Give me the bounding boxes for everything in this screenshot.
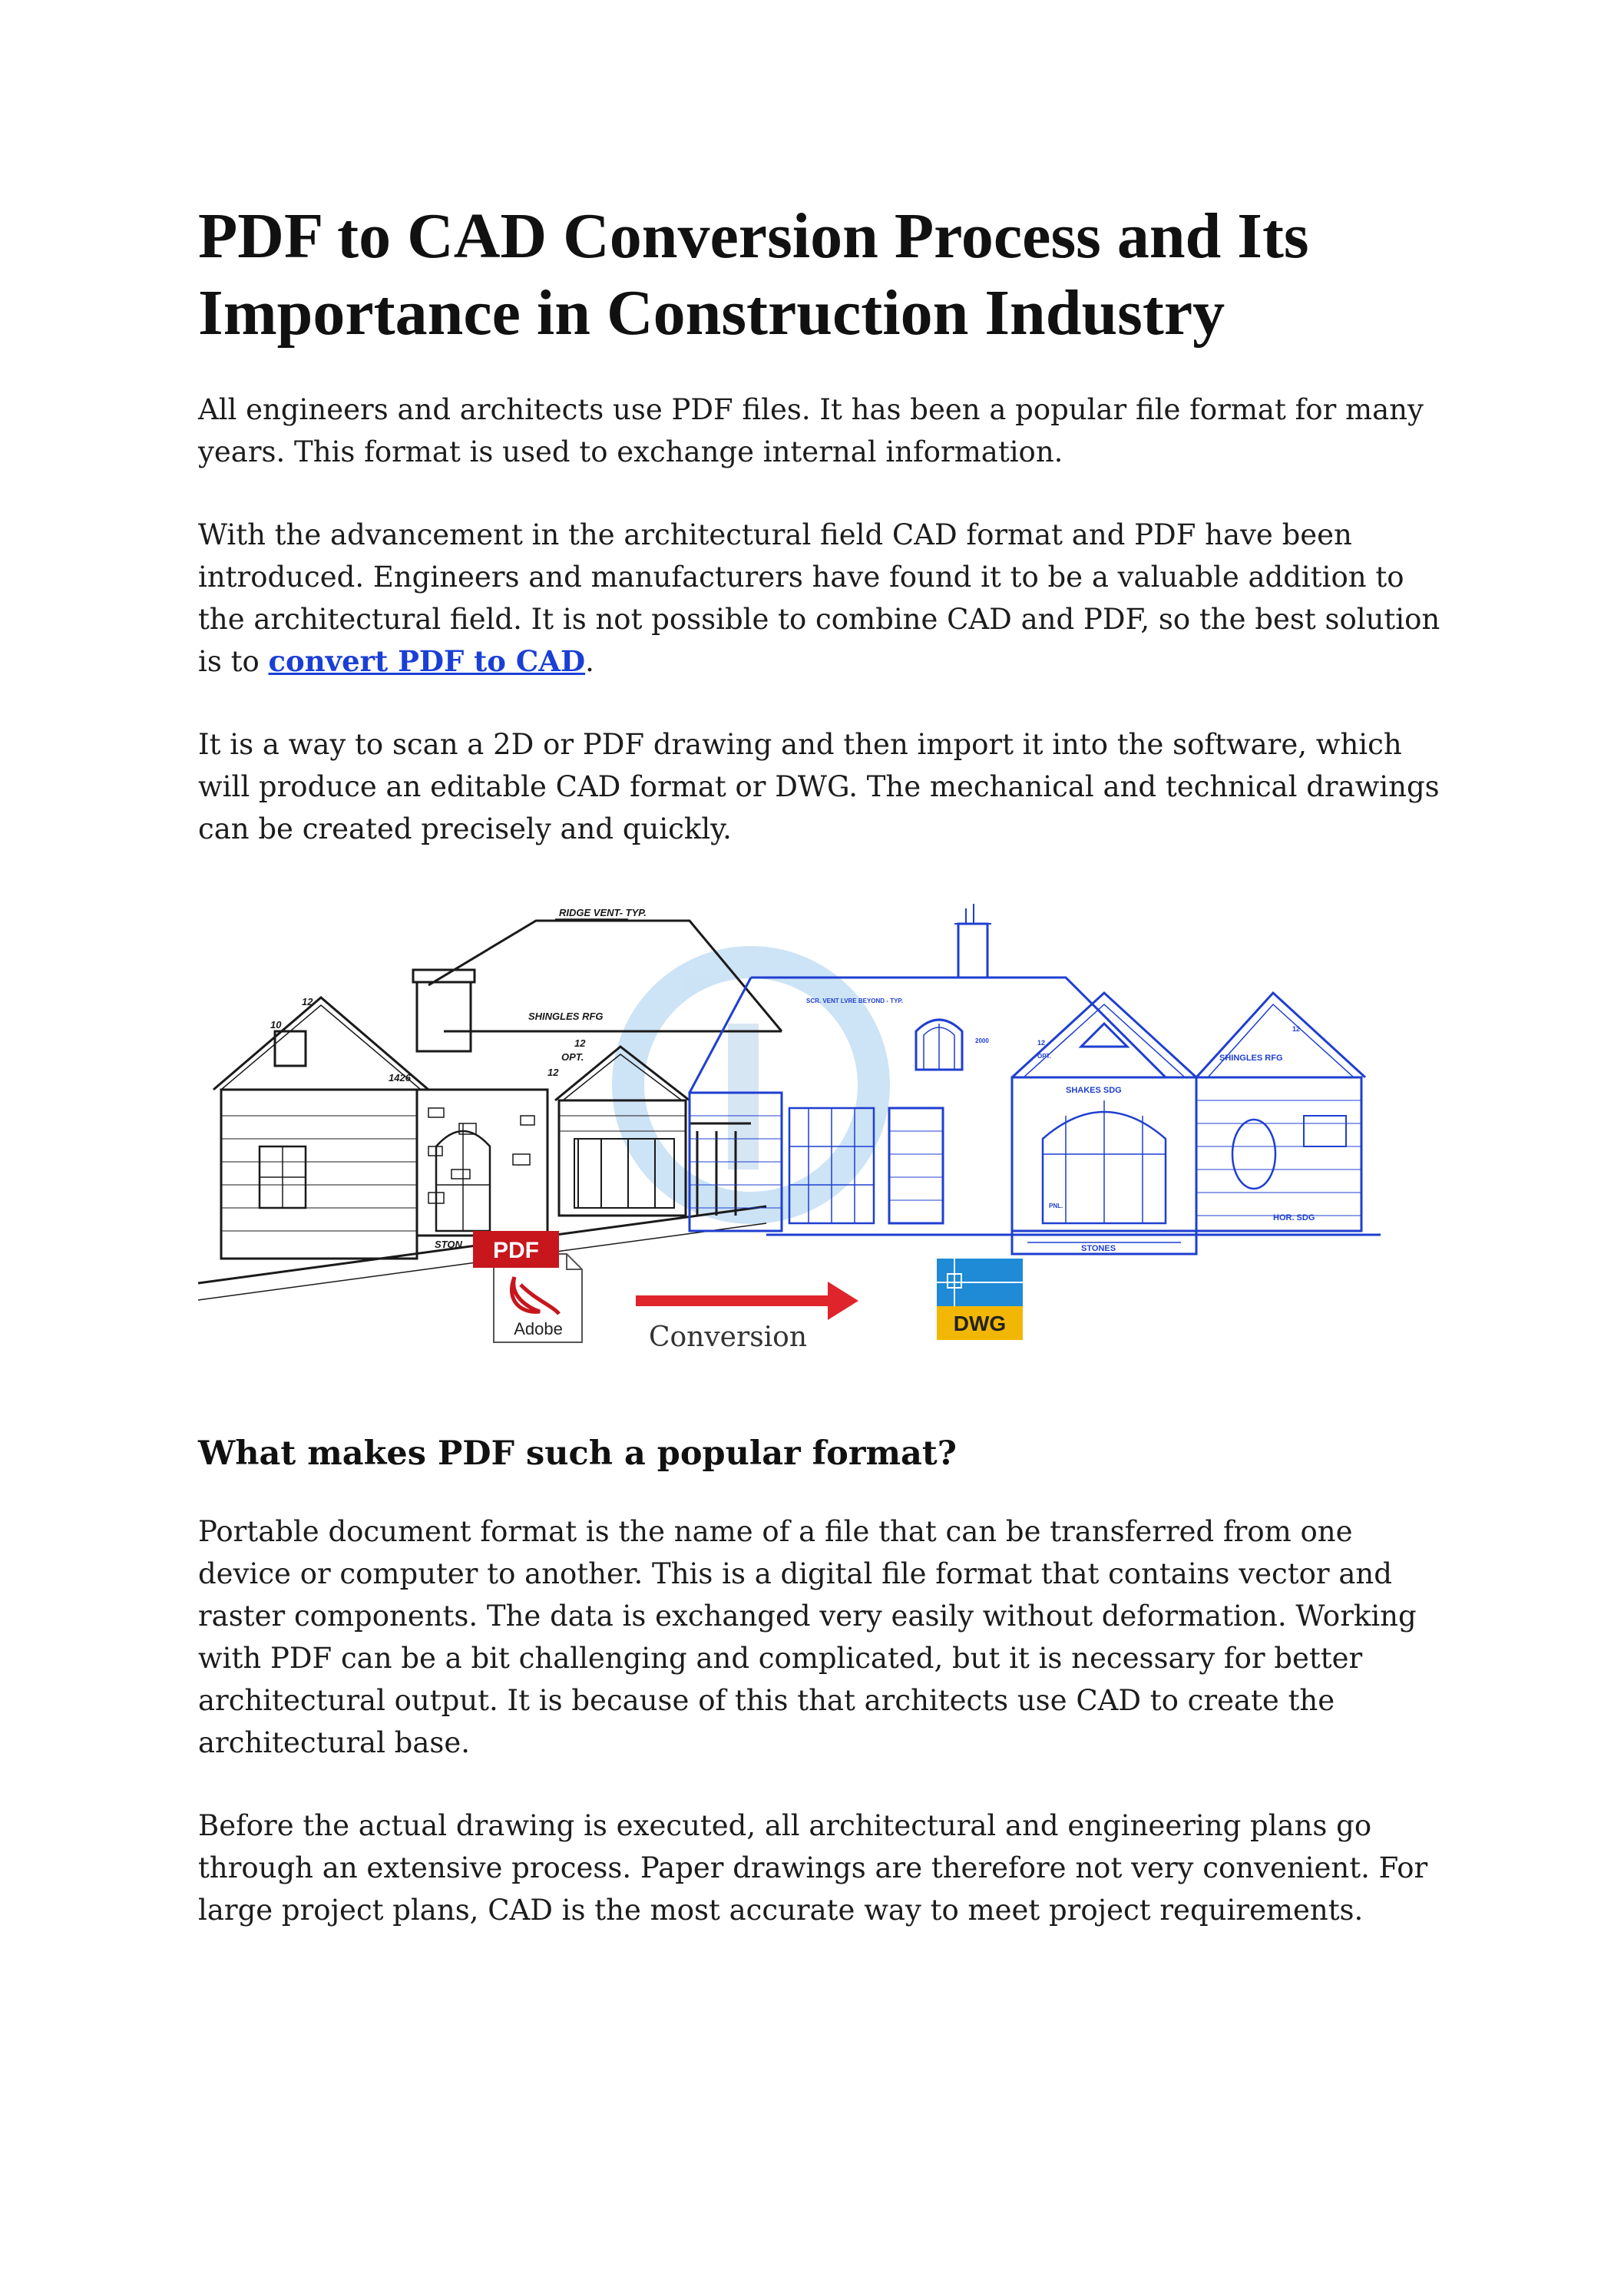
label-pitch-12-c: 12 — [547, 1067, 559, 1078]
title-line-1: PDF to CAD Conversion Process and Its — [198, 200, 1309, 272]
dwg-file-icon — [937, 1259, 1023, 1340]
label-pitch-12-b: 12 — [574, 1037, 586, 1049]
conversion-label: Conversion — [648, 1322, 808, 1353]
label-pitch-12-a: 12 — [302, 996, 313, 1007]
label-hor-sdg: HOR. SDG — [1273, 1213, 1315, 1222]
paragraph-advancement-end: . — [585, 645, 594, 678]
conversion-arrow — [636, 1282, 858, 1353]
section-heading: What makes PDF such a popular format? — [198, 1434, 957, 1473]
paragraph-advancement — [198, 514, 1442, 683]
label-pitch-10: 10 — [270, 1019, 282, 1031]
label-shakes: SHAKES SDG — [1066, 1086, 1122, 1095]
label-shingles-right: SHINGLES RFG — [1219, 1054, 1283, 1063]
label-stone-left: STON — [435, 1239, 462, 1250]
label-pitch-12-e: 12 — [1292, 1025, 1301, 1033]
convert-pdf-to-cad-link[interactable]: convert PDF to CAD — [268, 644, 586, 678]
pdf-to-dwg-conversion-illustration — [198, 893, 1381, 1361]
label-scr-vent: SCR. VENT LVRE BEYOND - TYP. — [806, 997, 903, 1004]
paragraph-cad-requirements: Before the actual drawing is executed, all architectural and engineering plans go through an extensive process. Paper drawings are therefore not very convenient. For large project plans, CAD is the most accurate way to meet project requirements. — [198, 1809, 1428, 1927]
label-pnl: PNL. — [1049, 1203, 1063, 1209]
conversion-illustration-svg — [198, 893, 1381, 1361]
label-stones: STONES — [1081, 1244, 1116, 1253]
label-2000: 2000 — [975, 1037, 989, 1044]
label-opt-right: OPT. — [1037, 1053, 1051, 1060]
label-opt: OPT. — [561, 1051, 584, 1063]
article-body — [198, 198, 1442, 1972]
label-pitch-12-d: 12 — [1037, 1039, 1046, 1047]
paragraph-process: It is a way to scan a 2D or PDF drawing and then import it into the software, which will produce an editable CAD format or DWG. The mechanical and technical drawings can be created precisely and quickly. — [198, 728, 1440, 845]
paragraph-intro: All engineers and architects use PDF files. It has been a popular file format for many years. This format is used to exchange internal information. — [198, 393, 1424, 468]
label-ridge-vent: RIDGE VENT- TYP. — [559, 907, 647, 918]
label-shingles-left: SHINGLES RFG — [528, 1011, 604, 1022]
pdf-badge-label: PDF — [493, 1238, 539, 1263]
page-title — [198, 198, 1442, 352]
paragraph-advancement-text: With the advancement in the architectural field CAD format and PDF have been introduced. Engineers and manufacturers have found it to be a valuable addition to the architectural field. It is not possible to combine CAD and PDF, so the best solution is to — [198, 518, 1440, 678]
paragraph-pdf-format: Portable document format is the name of a file that can be transferred from one device or computer to another. This is a digital file format that contains vector and raster components. The data is exchanged very easily without deformation. Working with PDF can be a bit challenging and complicated, but it is necessary for better architectural output. It is because of this that architects use CAD to create the architectural base. — [198, 1515, 1417, 1759]
title-line-2: Importance in Construction Industry — [198, 277, 1225, 349]
pdf-file-icon — [473, 1231, 582, 1342]
adobe-label: Adobe — [514, 1319, 563, 1338]
dwg-label: DWG — [953, 1312, 1007, 1335]
label-1426: 1426 — [389, 1072, 411, 1083]
